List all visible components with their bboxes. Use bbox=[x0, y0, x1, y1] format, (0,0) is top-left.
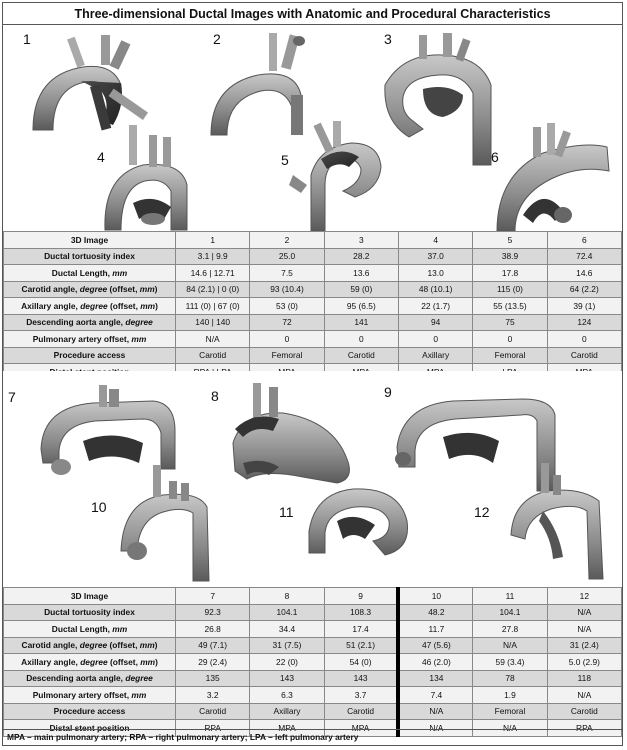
table-row bbox=[4, 703, 622, 720]
table-cell: 115 (0) bbox=[473, 281, 547, 298]
ductal-image-11 bbox=[309, 489, 408, 555]
ductal-image-3 bbox=[385, 33, 491, 165]
image-number-5: 5 bbox=[281, 152, 289, 168]
table-cell: 72.4 bbox=[547, 248, 621, 265]
table-cell: 54 (0) bbox=[324, 654, 398, 671]
row-label: Descending aorta angle, degree bbox=[4, 670, 176, 687]
table-cell: 141 bbox=[324, 314, 398, 331]
table-cell: 31 (2.4) bbox=[547, 637, 621, 654]
table-cell: 3 bbox=[324, 232, 398, 249]
table-cell: 48 (10.1) bbox=[398, 281, 472, 298]
row-label: Carotid angle, degree (offset, mm) bbox=[4, 637, 176, 654]
table-cell: Axillary bbox=[250, 703, 324, 720]
table-cell: 0 bbox=[473, 331, 547, 348]
ductal-image-7 bbox=[41, 385, 175, 475]
table-row bbox=[4, 331, 622, 348]
table-row bbox=[4, 687, 622, 704]
row-label: Distal stent position bbox=[4, 720, 176, 737]
table-cell: 53 (0) bbox=[250, 298, 324, 315]
table-cell: 111 (0) | 67 (0) bbox=[176, 298, 250, 315]
table-cell: 34.4 bbox=[250, 621, 324, 638]
table-cell: 37.0 bbox=[398, 248, 472, 265]
row-label: Procedure access bbox=[4, 347, 176, 364]
table-cell: 59 (0) bbox=[324, 281, 398, 298]
image-panel-top bbox=[3, 25, 622, 231]
table-cell: 31 (7.5) bbox=[250, 637, 324, 654]
table-cell: 78 bbox=[473, 670, 547, 687]
table-cell: Carotid bbox=[547, 703, 621, 720]
table-row bbox=[4, 265, 622, 282]
table-cell: 1 bbox=[176, 232, 250, 249]
table-cell: 48.2 bbox=[398, 604, 472, 621]
table-cell: 38.9 bbox=[473, 248, 547, 265]
table-cell: 4 bbox=[398, 232, 472, 249]
table-cell: 124 bbox=[547, 314, 621, 331]
table-cell: MPA bbox=[324, 720, 398, 737]
table-cell: 55 (13.5) bbox=[473, 298, 547, 315]
table-cell: 17.8 bbox=[473, 265, 547, 282]
row-label: Axillary angle, degree (offset, mm) bbox=[4, 298, 176, 315]
table-cell: 10 bbox=[398, 588, 472, 605]
table-cell: 51 (2.1) bbox=[324, 637, 398, 654]
table-cell: 22 (0) bbox=[250, 654, 324, 671]
image-number-12: 12 bbox=[474, 504, 490, 520]
table-row bbox=[4, 637, 622, 654]
table-cell: 3.7 bbox=[324, 687, 398, 704]
image-number-9: 9 bbox=[384, 384, 392, 400]
table-cell: 47 (5.6) bbox=[398, 637, 472, 654]
table-row bbox=[4, 604, 622, 621]
table-cell: Femoral bbox=[473, 347, 547, 364]
image-number-10: 10 bbox=[91, 499, 107, 515]
table-cell: 104.1 bbox=[250, 604, 324, 621]
table-cell: 27.8 bbox=[473, 621, 547, 638]
image-panel-bottom bbox=[3, 371, 622, 587]
ductal-image-2 bbox=[211, 33, 305, 135]
table-cell: 0 bbox=[324, 331, 398, 348]
row-label: Descending aorta angle, degree bbox=[4, 314, 176, 331]
table-cell: 29 (2.4) bbox=[176, 654, 250, 671]
table-cell: Carotid bbox=[176, 703, 250, 720]
table-cell: 3.1 | 9.9 bbox=[176, 248, 250, 265]
table-cell: 104.1 bbox=[473, 604, 547, 621]
table-cell: 7.5 bbox=[250, 265, 324, 282]
table-cell: N/A bbox=[398, 703, 472, 720]
table-row bbox=[4, 670, 622, 687]
image-number-1: 1 bbox=[23, 31, 31, 47]
ductal-image-8 bbox=[233, 383, 349, 483]
table-cell: MPA bbox=[250, 720, 324, 737]
table-cell: 5 bbox=[473, 232, 547, 249]
table-cell: RPA bbox=[547, 720, 621, 737]
row-label: Procedure access bbox=[4, 703, 176, 720]
ductal-image-12 bbox=[511, 463, 603, 579]
table-cell: N/A bbox=[547, 621, 621, 638]
table-cell: 9 bbox=[324, 588, 398, 605]
table-cell: Carotid bbox=[547, 347, 621, 364]
image-number-4: 4 bbox=[97, 149, 105, 165]
table-cell: 95 (6.5) bbox=[324, 298, 398, 315]
table-cell: N/A bbox=[176, 331, 250, 348]
table-cell: N/A bbox=[398, 720, 472, 737]
table-cell: 6.3 bbox=[250, 687, 324, 704]
row-label: Carotid angle, degree (offset, mm) bbox=[4, 281, 176, 298]
table-row bbox=[4, 347, 622, 364]
table-cell: Carotid bbox=[324, 347, 398, 364]
table-row bbox=[4, 588, 622, 605]
table-cell: 143 bbox=[250, 670, 324, 687]
table-cell: 135 bbox=[176, 670, 250, 687]
table-cell: Femoral bbox=[473, 703, 547, 720]
table-cell: 12 bbox=[547, 588, 621, 605]
table-row bbox=[4, 232, 622, 249]
table-cell: 11.7 bbox=[398, 621, 472, 638]
table-cell: Axillary bbox=[398, 347, 472, 364]
table-cell: 1.9 bbox=[473, 687, 547, 704]
table-cell: 3.2 bbox=[176, 687, 250, 704]
row-label: Axillary angle, degree (offset, mm) bbox=[4, 654, 176, 671]
row-label: Ductal Length, mm bbox=[4, 265, 176, 282]
table-cell: 108.3 bbox=[324, 604, 398, 621]
ductal-renderings-bottom bbox=[3, 371, 622, 587]
table-cell: 94 bbox=[398, 314, 472, 331]
row-label: Ductal Length, mm bbox=[4, 621, 176, 638]
table-cell: 0 bbox=[250, 331, 324, 348]
table-cell: 84 (2.1) | 0 (0) bbox=[176, 281, 250, 298]
table-cell: Femoral bbox=[250, 347, 324, 364]
table-cell: 14.6 bbox=[547, 265, 621, 282]
ductal-renderings-top bbox=[3, 25, 622, 231]
table-cell: 143 bbox=[324, 670, 398, 687]
table-cell: 22 (1.7) bbox=[398, 298, 472, 315]
table-cell: N/A bbox=[547, 687, 621, 704]
table-row bbox=[4, 654, 622, 671]
table-cell: 0 bbox=[398, 331, 472, 348]
table-cell: 26.8 bbox=[176, 621, 250, 638]
table-cell: 7.4 bbox=[398, 687, 472, 704]
table-row bbox=[4, 248, 622, 265]
image-number-11: 11 bbox=[279, 504, 294, 520]
table-cell: 6 bbox=[547, 232, 621, 249]
table-row bbox=[4, 281, 622, 298]
ductal-image-1 bbox=[33, 35, 148, 130]
table-cell: RPA bbox=[176, 720, 250, 737]
ductal-image-6 bbox=[497, 123, 609, 231]
table-cell: 64 (2.2) bbox=[547, 281, 621, 298]
table-cell: 14.6 | 12.71 bbox=[176, 265, 250, 282]
table-cell: 75 bbox=[473, 314, 547, 331]
table-row bbox=[4, 314, 622, 331]
table-cell: 39 (1) bbox=[547, 298, 621, 315]
table-cell: 8 bbox=[250, 588, 324, 605]
table-cell: 92.3 bbox=[176, 604, 250, 621]
table-cell: 134 bbox=[398, 670, 472, 687]
table-cell: 25.0 bbox=[250, 248, 324, 265]
figure-title: Three-dimensional Ductal Images with Anatomic and Procedural Characteristics bbox=[3, 3, 622, 25]
table-cell: N/A bbox=[473, 637, 547, 654]
image-number-3: 3 bbox=[384, 31, 392, 47]
table-cell: 11 bbox=[473, 588, 547, 605]
table-cell: 93 (10.4) bbox=[250, 281, 324, 298]
row-label: 3D Image bbox=[4, 588, 176, 605]
image-number-7: 7 bbox=[8, 389, 16, 405]
table-cell: 28.2 bbox=[324, 248, 398, 265]
footnote: MPA – main pulmonary artery; RPA – right pulmonary artery; LPA – left pulmonary artery bbox=[3, 729, 622, 745]
row-label: Ductal tortuosity index bbox=[4, 604, 176, 621]
table-cell: 118 bbox=[547, 670, 621, 687]
table-cell: 0 bbox=[547, 331, 621, 348]
row-label: Ductal tortuosity index bbox=[4, 248, 176, 265]
table-cell: Carotid bbox=[176, 347, 250, 364]
table-cell: 13.0 bbox=[398, 265, 472, 282]
ductal-image-9 bbox=[395, 399, 555, 491]
image-number-6: 6 bbox=[491, 149, 499, 165]
table-cell: 5.0 (2.9) bbox=[547, 654, 621, 671]
image-number-8: 8 bbox=[211, 388, 219, 404]
table-cell: 13.6 bbox=[324, 265, 398, 282]
ductal-image-4 bbox=[105, 125, 187, 230]
table-cell: 59 (3.4) bbox=[473, 654, 547, 671]
table-row bbox=[4, 298, 622, 315]
row-label: 3D Image bbox=[4, 232, 176, 249]
row-label: Pulmonary artery offset, mm bbox=[4, 331, 176, 348]
table-cell: 7 bbox=[176, 588, 250, 605]
table-cell: 46 (2.0) bbox=[398, 654, 472, 671]
ductal-image-10 bbox=[121, 465, 209, 581]
table-cell: 2 bbox=[250, 232, 324, 249]
characteristics-table-1 bbox=[3, 231, 622, 381]
image-number-2: 2 bbox=[213, 31, 221, 47]
row-label: Pulmonary artery offset, mm bbox=[4, 687, 176, 704]
table-cell: N/A bbox=[547, 604, 621, 621]
table-cell: 140 | 140 bbox=[176, 314, 250, 331]
ductal-image-5 bbox=[289, 121, 381, 231]
table-row bbox=[4, 621, 622, 638]
table-cell: N/A bbox=[473, 720, 547, 737]
table-cell: 49 (7.1) bbox=[176, 637, 250, 654]
table-cell: 72 bbox=[250, 314, 324, 331]
characteristics-table-2 bbox=[3, 587, 622, 737]
table-cell: Carotid bbox=[324, 703, 398, 720]
table-cell: 17.4 bbox=[324, 621, 398, 638]
